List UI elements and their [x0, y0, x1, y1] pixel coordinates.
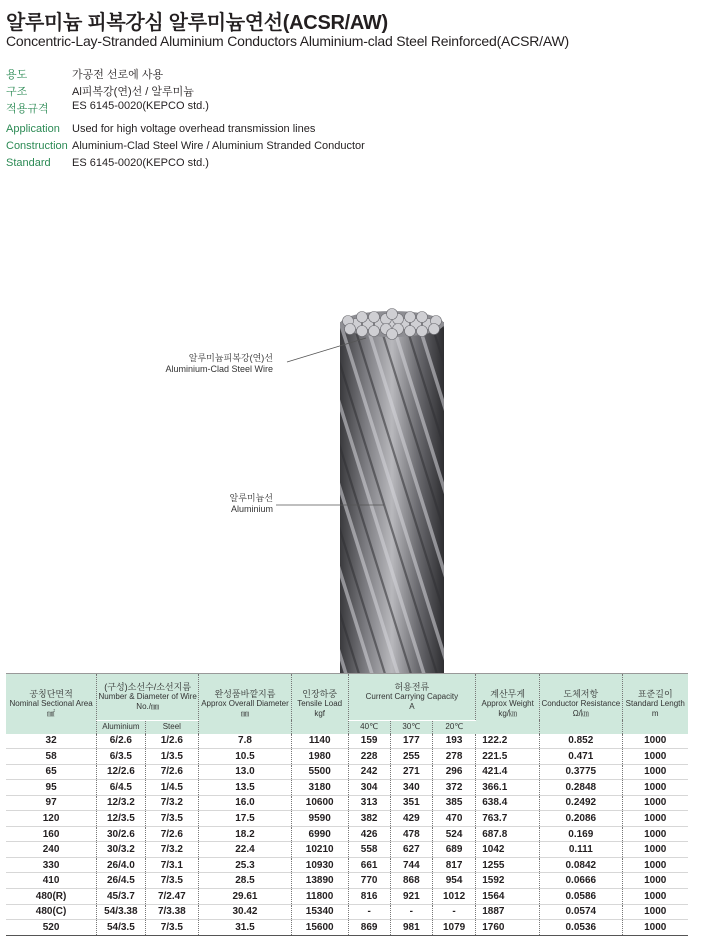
cell-tensile: 3180	[291, 780, 348, 796]
strand-end	[405, 326, 416, 337]
cell-resistance: 0.852	[540, 734, 622, 749]
cell-area: 97	[6, 795, 97, 811]
spec-value: 가공전 선로에 사용	[72, 69, 164, 81]
cell-aluminium: 6/3.5	[97, 749, 145, 765]
strand-end	[429, 324, 440, 335]
header-tensile: 인장하중 Tensile Load kgf	[291, 674, 348, 734]
cell-20c: 296	[432, 764, 475, 780]
header-steel: Steel	[145, 720, 199, 734]
cell-weight: 221.5	[476, 749, 540, 765]
spec-value: Used for high voltage overhead transmission lines	[72, 123, 316, 135]
cell-20c: -	[432, 904, 475, 920]
cell-length: 1000	[622, 904, 688, 920]
cell-diameter: 7.8	[199, 734, 292, 749]
cell-weight: 1255	[476, 857, 540, 873]
cell-aluminium: 6/2.6	[97, 734, 145, 749]
cell-steel: 7/3.5	[145, 920, 199, 936]
strand-end	[405, 312, 416, 323]
cell-length: 1000	[622, 764, 688, 780]
cell-30c: 868	[390, 873, 432, 889]
cell-tensile: 10600	[291, 795, 348, 811]
cell-diameter: 13.5	[199, 780, 292, 796]
spec-key: Application	[6, 123, 60, 135]
cell-area: 65	[6, 764, 97, 780]
strand-end	[387, 329, 398, 340]
cell-30c: 429	[390, 811, 432, 827]
cell-aluminium: 54/3.5	[97, 920, 145, 936]
cell-30c: 981	[390, 920, 432, 936]
cell-20c: 193	[432, 734, 475, 749]
cell-tensile: 5500	[291, 764, 348, 780]
cell-diameter: 31.5	[199, 920, 292, 936]
cell-tensile: 1980	[291, 749, 348, 765]
cell-steel: 7/2.6	[145, 764, 199, 780]
cell-resistance: 0.111	[540, 842, 622, 858]
cell-length: 1000	[622, 780, 688, 796]
cell-tensile: 10210	[291, 842, 348, 858]
cell-length: 1000	[622, 749, 688, 765]
cell-diameter: 28.5	[199, 873, 292, 889]
cell-40c: 558	[348, 842, 390, 858]
cell-resistance: 0.2492	[540, 795, 622, 811]
cell-steel: 7/2.47	[145, 888, 199, 904]
strand-end	[357, 326, 368, 337]
cell-20c: 1012	[432, 888, 475, 904]
cell-diameter: 18.2	[199, 826, 292, 842]
cell-weight: 1042	[476, 842, 540, 858]
cell-30c: 921	[390, 888, 432, 904]
cell-area: 240	[6, 842, 97, 858]
cell-length: 1000	[622, 920, 688, 936]
table-row	[6, 764, 688, 780]
cell-40c: 304	[348, 780, 390, 796]
spec-value: ES 6145-0020(KEPCO std.)	[72, 100, 209, 112]
callout-steel-ko: 알루미늄피복강(연)선	[188, 353, 273, 363]
cell-aluminium: 30/3.2	[97, 842, 145, 858]
cell-weight: 1887	[476, 904, 540, 920]
cell-length: 1000	[622, 842, 688, 858]
cell-area: 410	[6, 873, 97, 889]
cell-weight: 366.1	[476, 780, 540, 796]
strand-end	[417, 326, 428, 337]
header-aluminium: Aluminium	[97, 720, 145, 734]
header-40c: 40℃	[348, 720, 390, 734]
cell-20c: 470	[432, 811, 475, 827]
cell-diameter: 17.5	[199, 811, 292, 827]
cell-30c: 478	[390, 826, 432, 842]
header-weight: 계산무게 Approx Weight kg/㎞	[476, 674, 540, 734]
cell-20c: 817	[432, 857, 475, 873]
cell-length: 1000	[622, 857, 688, 873]
strand-line	[470, 322, 580, 674]
cell-steel: 1/4.5	[145, 780, 199, 796]
cell-weight: 122.2	[476, 734, 540, 749]
cell-diameter: 10.5	[199, 749, 292, 765]
table-row	[6, 842, 688, 858]
spec-value: ES 6145-0020(KEPCO std.)	[72, 157, 209, 169]
cell-diameter: 29.61	[199, 888, 292, 904]
table-row	[6, 749, 688, 765]
spec-key: 구조	[6, 86, 28, 98]
cell-steel: 7/2.6	[145, 826, 199, 842]
cell-area: 330	[6, 857, 97, 873]
cell-40c: 382	[348, 811, 390, 827]
callout-al-ko: 알루미늄선	[229, 493, 273, 503]
cell-resistance: 0.0586	[540, 888, 622, 904]
cell-steel: 7/3.38	[145, 904, 199, 920]
cell-30c: -	[390, 904, 432, 920]
cell-30c: 177	[390, 734, 432, 749]
cell-aluminium: 12/3.2	[97, 795, 145, 811]
cell-steel: 7/3.5	[145, 873, 199, 889]
cell-area: 32	[6, 734, 97, 749]
header-diameter: 완성품바깥지름 Approx Overall Diameter ㎜	[199, 674, 292, 734]
cell-40c: 661	[348, 857, 390, 873]
table-row	[6, 904, 688, 920]
header-length: 표준길이 Standard Length m	[622, 674, 688, 734]
cell-length: 1000	[622, 811, 688, 827]
spec-key: 용도	[6, 69, 28, 81]
cell-resistance: 0.0536	[540, 920, 622, 936]
cell-steel: 7/3.2	[145, 795, 199, 811]
cell-area: 480(R)	[6, 888, 97, 904]
table-row	[6, 857, 688, 873]
cell-aluminium: 6/4.5	[97, 780, 145, 796]
spec-key: Standard	[6, 157, 51, 169]
table-row	[6, 780, 688, 796]
spec-key: 적용규격	[6, 103, 49, 115]
cell-aluminium: 54/3.38	[97, 904, 145, 920]
cell-tensile: 11800	[291, 888, 348, 904]
cell-resistance: 0.0574	[540, 904, 622, 920]
table-row	[6, 920, 688, 936]
strand-end	[387, 309, 398, 320]
cell-length: 1000	[622, 734, 688, 749]
spec-key: Construction	[6, 140, 68, 152]
cell-aluminium: 12/3.5	[97, 811, 145, 827]
page-title-korean: 알루미늄 피복강심 알루미늄연선(ACSR/AW)	[6, 12, 388, 34]
cell-40c: 816	[348, 888, 390, 904]
cell-weight: 687.8	[476, 826, 540, 842]
header-30c: 30℃	[390, 720, 432, 734]
cell-weight: 763.7	[476, 811, 540, 827]
cell-aluminium: 12/2.6	[97, 764, 145, 780]
cell-40c: 228	[348, 749, 390, 765]
table-row	[6, 888, 688, 904]
cell-area: 58	[6, 749, 97, 765]
strand-end	[417, 312, 428, 323]
cell-tensile: 10930	[291, 857, 348, 873]
cell-resistance: 0.3775	[540, 764, 622, 780]
cell-40c: 313	[348, 795, 390, 811]
header-wire: (구성)소선수/소선지름 Number & Diameter of Wire No./㎜	[97, 674, 199, 720]
spec-value: Aluminium-Clad Steel Wire / Aluminium Stranded Conductor	[72, 140, 365, 152]
cell-area: 95	[6, 780, 97, 796]
page-title-english: Concentric-Lay-Stranded Aluminium Conductors Aluminium-clad Steel Reinforced(ACSR/AW)	[6, 33, 569, 49]
cell-weight: 421.4	[476, 764, 540, 780]
cell-20c: 524	[432, 826, 475, 842]
callout-al-en: Aluminium	[230, 504, 273, 514]
cell-diameter: 16.0	[199, 795, 292, 811]
cell-aluminium: 26/4.5	[97, 873, 145, 889]
cell-weight: 1564	[476, 888, 540, 904]
strand-end	[345, 324, 356, 335]
cell-40c: 242	[348, 764, 390, 780]
strand-line	[431, 322, 541, 674]
strand-end	[369, 312, 380, 323]
cell-length: 1000	[622, 888, 688, 904]
cell-steel: 1/3.5	[145, 749, 199, 765]
cell-steel: 1/2.6	[145, 734, 199, 749]
cell-diameter: 13.0	[199, 764, 292, 780]
cell-40c: -	[348, 904, 390, 920]
cell-aluminium: 30/2.6	[97, 826, 145, 842]
cell-tensile: 6990	[291, 826, 348, 842]
cell-steel: 7/3.5	[145, 811, 199, 827]
cell-20c: 385	[432, 795, 475, 811]
cell-steel: 7/3.2	[145, 842, 199, 858]
cell-40c: 869	[348, 920, 390, 936]
cell-30c: 351	[390, 795, 432, 811]
cell-aluminium: 26/4.0	[97, 857, 145, 873]
cell-resistance: 0.2848	[540, 780, 622, 796]
cell-20c: 372	[432, 780, 475, 796]
callout-steel-wire	[165, 353, 273, 375]
header-20c: 20℃	[432, 720, 475, 734]
cell-30c: 255	[390, 749, 432, 765]
cell-30c: 627	[390, 842, 432, 858]
cell-area: 480(C)	[6, 904, 97, 920]
callout-steel-en: Aluminium-Clad Steel Wire	[165, 364, 273, 374]
strand-line	[457, 322, 567, 674]
cell-aluminium: 45/3.7	[97, 888, 145, 904]
cell-area: 160	[6, 826, 97, 842]
cell-diameter: 22.4	[199, 842, 292, 858]
cell-40c: 159	[348, 734, 390, 749]
cell-20c: 1079	[432, 920, 475, 936]
callout-aluminium	[230, 493, 273, 515]
cell-30c: 340	[390, 780, 432, 796]
cell-tensile: 15340	[291, 904, 348, 920]
cell-resistance: 0.471	[540, 749, 622, 765]
header-area: 공칭단면적 Nominal Sectional Area ㎟	[6, 674, 97, 734]
strand-line	[509, 322, 619, 674]
cell-resistance: 0.2086	[540, 811, 622, 827]
table-row	[6, 826, 688, 842]
cell-resistance: 0.0666	[540, 873, 622, 889]
table-row	[6, 811, 688, 827]
cell-tensile: 1140	[291, 734, 348, 749]
cell-30c: 271	[390, 764, 432, 780]
cell-weight: 1592	[476, 873, 540, 889]
cell-40c: 770	[348, 873, 390, 889]
table-row	[6, 734, 688, 749]
cell-20c: 689	[432, 842, 475, 858]
cell-20c: 954	[432, 873, 475, 889]
header-resistance: 도체저항 Conductor Resistance Ω/㎞	[540, 674, 622, 734]
cell-steel: 7/3.1	[145, 857, 199, 873]
strand-line	[444, 322, 554, 674]
cell-diameter: 30.42	[199, 904, 292, 920]
strand-end	[357, 312, 368, 323]
cell-area: 520	[6, 920, 97, 936]
spec-value: Al피복강(연)선 / 알루미늄	[72, 86, 194, 98]
cell-weight: 1760	[476, 920, 540, 936]
cell-resistance: 0.0842	[540, 857, 622, 873]
cell-30c: 744	[390, 857, 432, 873]
cell-area: 120	[6, 811, 97, 827]
spec-table	[6, 674, 688, 936]
strand-end	[369, 326, 380, 337]
cell-length: 1000	[622, 795, 688, 811]
table-row	[6, 795, 688, 811]
cell-tensile: 9590	[291, 811, 348, 827]
cell-40c: 426	[348, 826, 390, 842]
cell-20c: 278	[432, 749, 475, 765]
cell-weight: 638.4	[476, 795, 540, 811]
cell-tensile: 15600	[291, 920, 348, 936]
table-row	[6, 873, 688, 889]
cell-length: 1000	[622, 873, 688, 889]
cell-diameter: 25.3	[199, 857, 292, 873]
cell-resistance: 0.169	[540, 826, 622, 842]
strand-line	[483, 322, 593, 674]
cell-tensile: 13890	[291, 873, 348, 889]
cell-length: 1000	[622, 826, 688, 842]
header-current: 허용전류 Current Carrying Capacity A	[348, 674, 476, 720]
strand-line	[496, 322, 606, 674]
